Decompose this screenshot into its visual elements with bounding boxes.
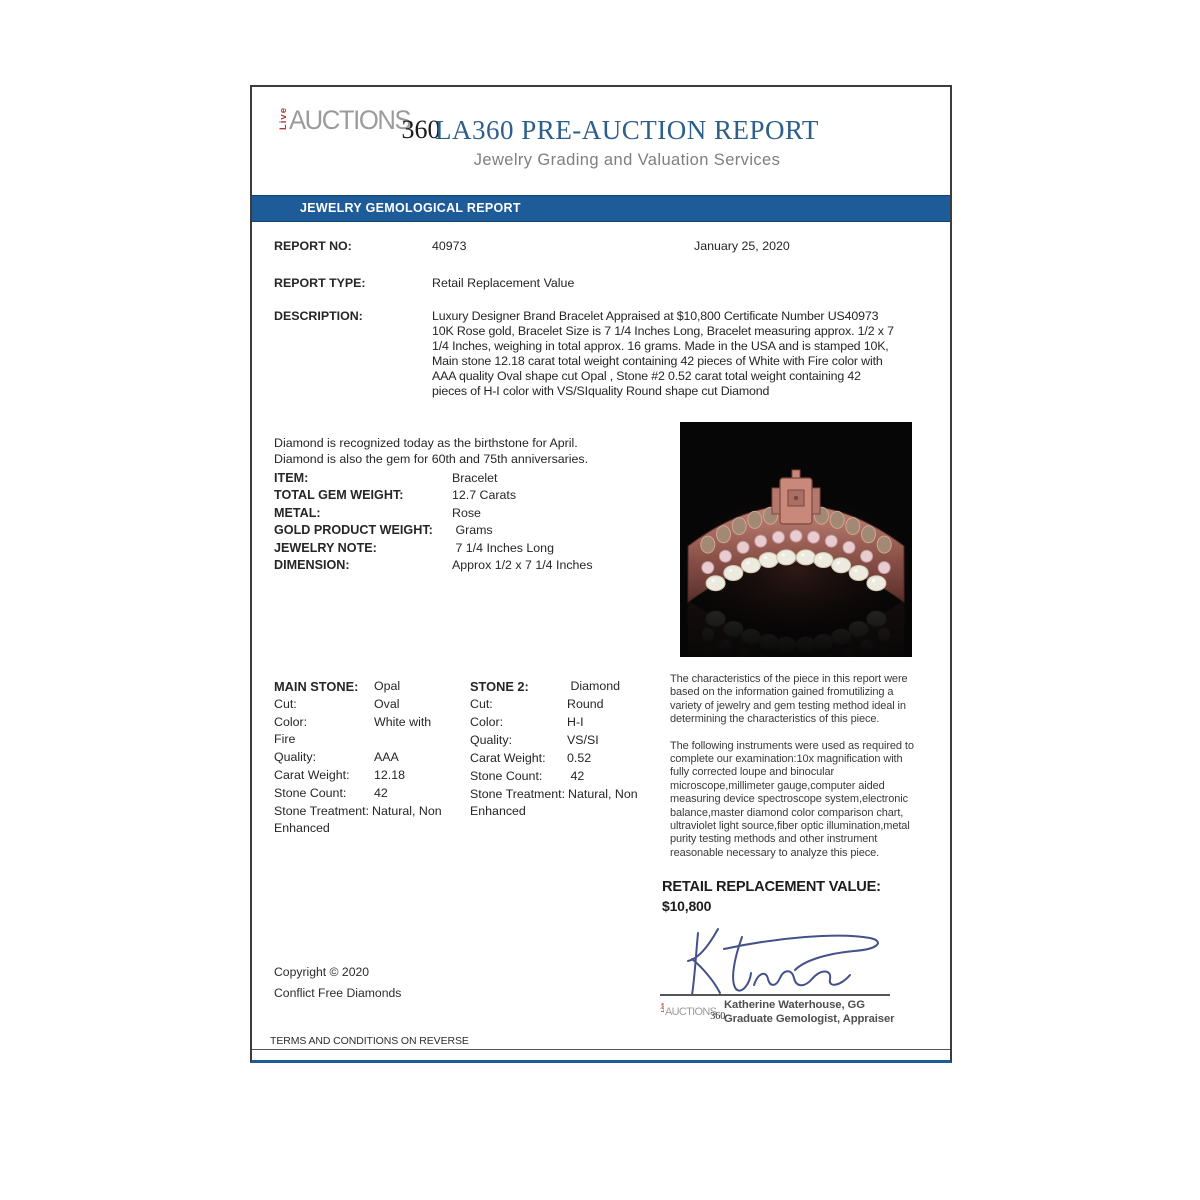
signature-strokes [662,923,896,998]
stone-attribute-row [274,785,452,802]
footer-rule [252,1049,950,1050]
report-page [250,85,952,1063]
stone-attr-value: 42 [374,786,388,800]
logo-360-text: 360 [710,1011,726,1022]
stone-attr-label: Color: [274,715,308,729]
stone-attribute-row [274,678,452,695]
appraiser-block [724,999,894,1026]
stone-attr-label: Stone Count: [274,786,347,800]
item-value: 12.7 Carats [452,488,517,503]
item-value: Bracelet [452,471,498,485]
stone-attr-value: H-I [567,715,584,729]
report-type-label: REPORT TYPE: [274,276,366,290]
birthstone-note-line1: Diamond is recognized today as the birthstone for April. [274,436,578,450]
stone-attr-label: Quality: [274,750,317,764]
item-row [274,506,674,523]
signature-line [660,994,890,996]
appraiser-title: Graduate Gemologist, Appraiser [724,1012,895,1025]
stone-attribute-row [274,714,452,748]
stone-attribute-row [470,696,652,713]
stone-attr-label: MAIN STONE: [274,679,359,694]
stone-attribute-row [274,803,452,837]
report-no-value: 40973 [432,239,467,253]
logo-live-text: Live [660,1003,665,1013]
stone-attribute-row [470,750,652,767]
stone-attr-value: AAA [374,750,399,764]
report-subtitle: Jewelry Grading and Valuation Services [473,151,781,169]
item-value: 7 1/4 Inches Long [452,540,554,555]
stone-attr-value: Opal [374,679,401,693]
logo-live-text: Live [278,107,289,131]
item-label: DIMENSION: [274,557,350,572]
stone-attr-value: 42 [567,769,585,783]
conflict-free-text: Conflict Free Diamonds [274,986,402,1000]
stone-attr-value: 0.52 [567,751,592,765]
product-photo [680,422,912,657]
item-label: ITEM: [274,471,309,485]
stone-attribute-row [470,678,652,695]
signature-logo [660,1002,731,1020]
valuation-amount: $10,800 [662,898,712,914]
stone2-panel [470,678,652,821]
stone-attribute-row [274,696,452,713]
stone-attr-value: Natural, Non Enhanced [470,787,642,818]
stone-attribute-row [274,749,452,766]
item-details-list [274,471,674,575]
item-row [274,471,674,488]
characteristics-paragraph-1: The characteristics of the piece in this report were based on the information gained fromutilizing a variety of jewelry and gem testing method ideal in determining the characteristics of this piece. [670,673,908,726]
copyright-text: Copyright © 2020 [274,965,370,979]
stone-attribute-row [274,767,452,784]
main-stone-panel [274,678,452,838]
stone-attr-value: 12.18 [374,768,406,782]
stone-attr-label: Quality: [470,733,513,747]
stone-attr-label: Color: [470,715,504,729]
stone-attribute-row [470,768,652,785]
section-band [252,195,950,222]
stone-attr-label: Cut: [274,697,297,711]
stone-attribute-row [470,714,652,731]
stone-attr-value: Diamond [567,679,621,693]
stone-attr-value: VS/SI [567,733,599,747]
item-value: Approx 1/2 x 7 1/4 Inches [452,557,593,572]
stone-attr-value: Round [567,697,604,711]
item-label: JEWELRY NOTE: [274,540,377,555]
characteristics-paragraph-2: The following instruments were used as required to complete our examination:10x magnification with fully corrected loupe and binocular microscope,millimeter gauge,computer aided measuring device spectroscope system,electronic balance,master diamond color comparison chart, ultraviolet light source,fiber optic illumination,metal purity testing methods and other instrument reasonable necessary to analyze this piece. [670,739,914,859]
report-no-label: REPORT NO: [274,239,352,253]
report-title: LA360 PRE-AUCTION REPORT [435,115,819,145]
item-row [274,558,674,575]
logo-360-text: 360 [401,115,441,144]
description-label: DESCRIPTION: [274,309,363,323]
report-type-value: Retail Replacement Value [432,276,575,290]
report-date: January 25, 2020 [694,239,790,253]
stone-attr-label: Carat Weight: [470,751,546,765]
stone-attr-value: Natural, Non Enhanced [274,804,446,835]
item-row [274,523,674,540]
terms-footer: TERMS AND CONDITIONS ON REVERSE [270,1035,469,1047]
bracelet-illustration [680,422,912,657]
item-label: TOTAL GEM WEIGHT: [274,488,404,503]
section-band-label: JEWELRY GEMOLOGICAL REPORT [300,201,521,215]
stone-attr-label: Stone Count: [470,769,543,783]
valuation-label: RETAIL REPLACEMENT VALUE: [662,879,881,895]
stone-attribute-row [470,786,652,820]
appraiser-name: Katherine Waterhouse, GG [724,999,865,1011]
item-value: Rose [452,505,481,520]
stone-attribute-row [470,732,652,749]
stone-attr-value: Oval [374,697,400,711]
stone-attr-value: White with Fire [274,715,435,746]
item-row [274,541,674,558]
stone-attr-label: Stone Treatment: [274,804,370,818]
stone-attr-label: Carat Weight: [274,768,350,782]
stone-attr-label: Stone Treatment: [470,787,566,801]
signature-image [662,923,896,993]
birthstone-notes [274,436,664,467]
item-label: GOLD PRODUCT WEIGHT: [274,523,433,538]
logo-auctions-text: AUCTIONS [289,105,411,135]
logo-auctions-text: AUCTIONS [665,1006,717,1018]
item-value: Grams [452,523,493,538]
characteristics-panel [670,673,917,873]
birthstone-note-line2: Diamond is also the gem for 60th and 75th anniversaries. [274,451,589,466]
stone-attr-label: STONE 2: [470,679,529,694]
stone-attr-label: Cut: [470,697,493,711]
description-body: Luxury Designer Brand Bracelet Appraised at $10,800 Certificate Number US40973 10K Rose gold, Bracelet Size is 7 1/4 Inches Long, Bracelet measuring approx. 1/2 x 7 1/4 Inches, weighing in total approx. 16 grams. Made in the USA and is stamped 10K, Main stone 12.18 carat total weight containing 42 pieces of White with Fire color with AAA quality Oval shape cut Opal , Stone #2 0.52 carat total weight containing 42 pieces of H-I color with VS/SIquality Round shape cut Diamond [432,309,894,398]
item-label: METAL: [274,505,321,520]
item-row [274,488,674,505]
